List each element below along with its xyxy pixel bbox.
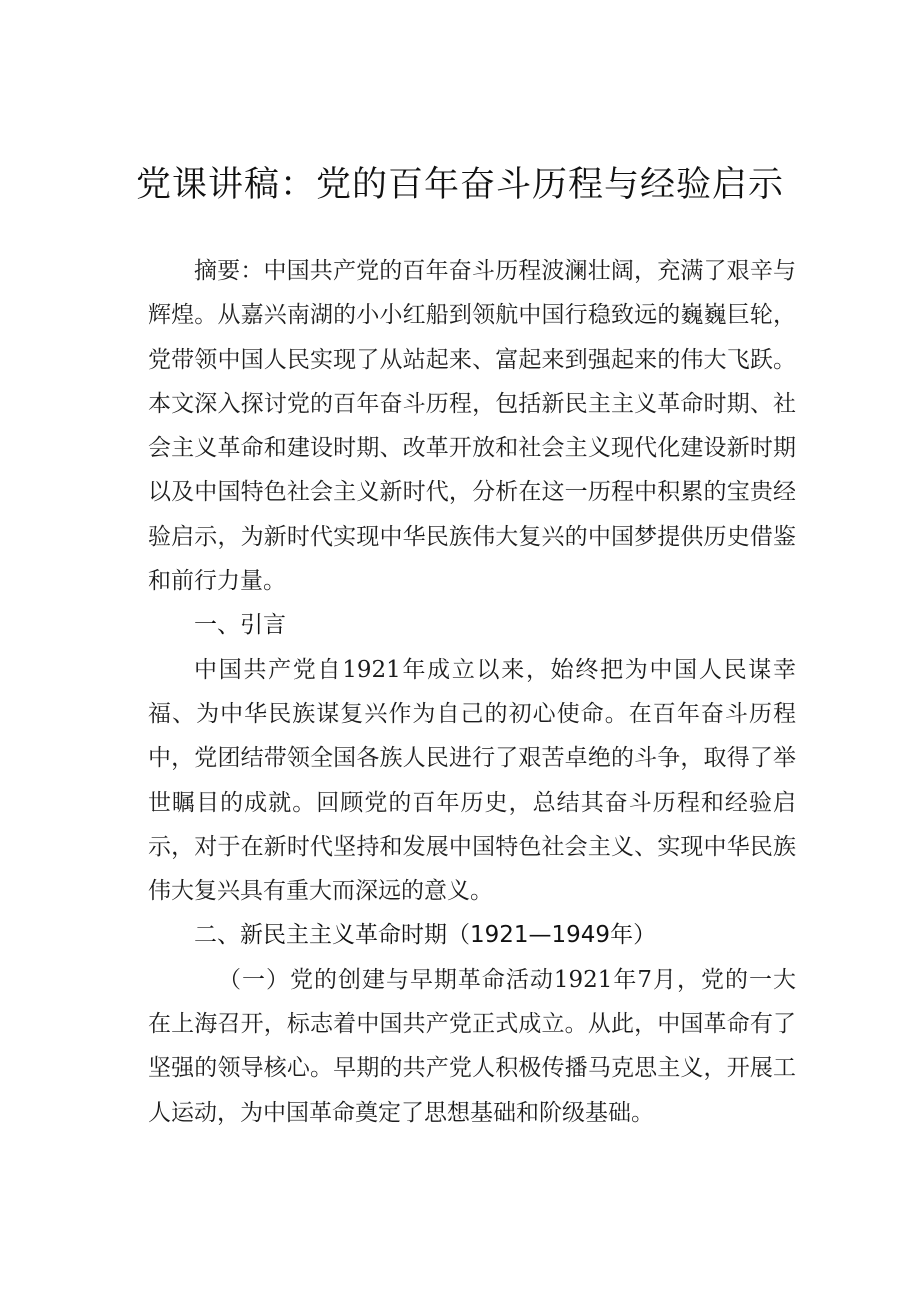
document-body (148, 249, 796, 1135)
document-title: 党课讲稿：党的百年奋斗历程与经验启示 (135, 165, 784, 205)
subsection-party-founding-paragraph: （一）党的创建与早期革命活动1921年7月，党的一大在上海召开，标志着中国共产党正式成立。从此，中国革命有了坚强的领导核心。早期的共产党人积极传播马克思主义，开展工人运动，为中国革命奠定了思想基础和阶级基础。 (148, 966, 796, 1126)
introduction-paragraph: 中国共产党自1921年成立以来，始终把为中国人民谋幸福、为中华民族谋复兴作为自己的初心使命。在百年奋斗历程中，党团结带领全国各族人民进行了艰苦卓绝的斗争，取得了举世瞩目的成就。回顾党的百年历史，总结其奋斗历程和经验启示，对于在新时代坚持和发展中国特色社会主义、实现中华民族伟大复兴具有重大而深远的意义。 (148, 656, 796, 905)
abstract-paragraph: 摘要：中国共产党的百年奋斗历程波澜壮阔，充满了艰辛与辉煌。从嘉兴南湖的小小红船到领航中国行稳致远的巍巍巨轮，党带领中国人民实现了从站起来、富起来到强起来的伟大飞跃。本文深入探讨党的百年奋斗历程，包括新民主主义革命时期、社会主义革命和建设时期、改革开放和社会主义现代化建设新时期以及中国特色社会主义新时代，分析在这一历程中积累的宝贵经验启示，为新时代实现中华民族伟大复兴的中国梦提供历史借鉴和前行力量。 (148, 258, 796, 595)
section-heading-introduction: 一、引言 (194, 612, 286, 639)
section-heading-new-democratic-revolution: 二、新民主主义革命时期（1921—1949年） (194, 922, 657, 949)
